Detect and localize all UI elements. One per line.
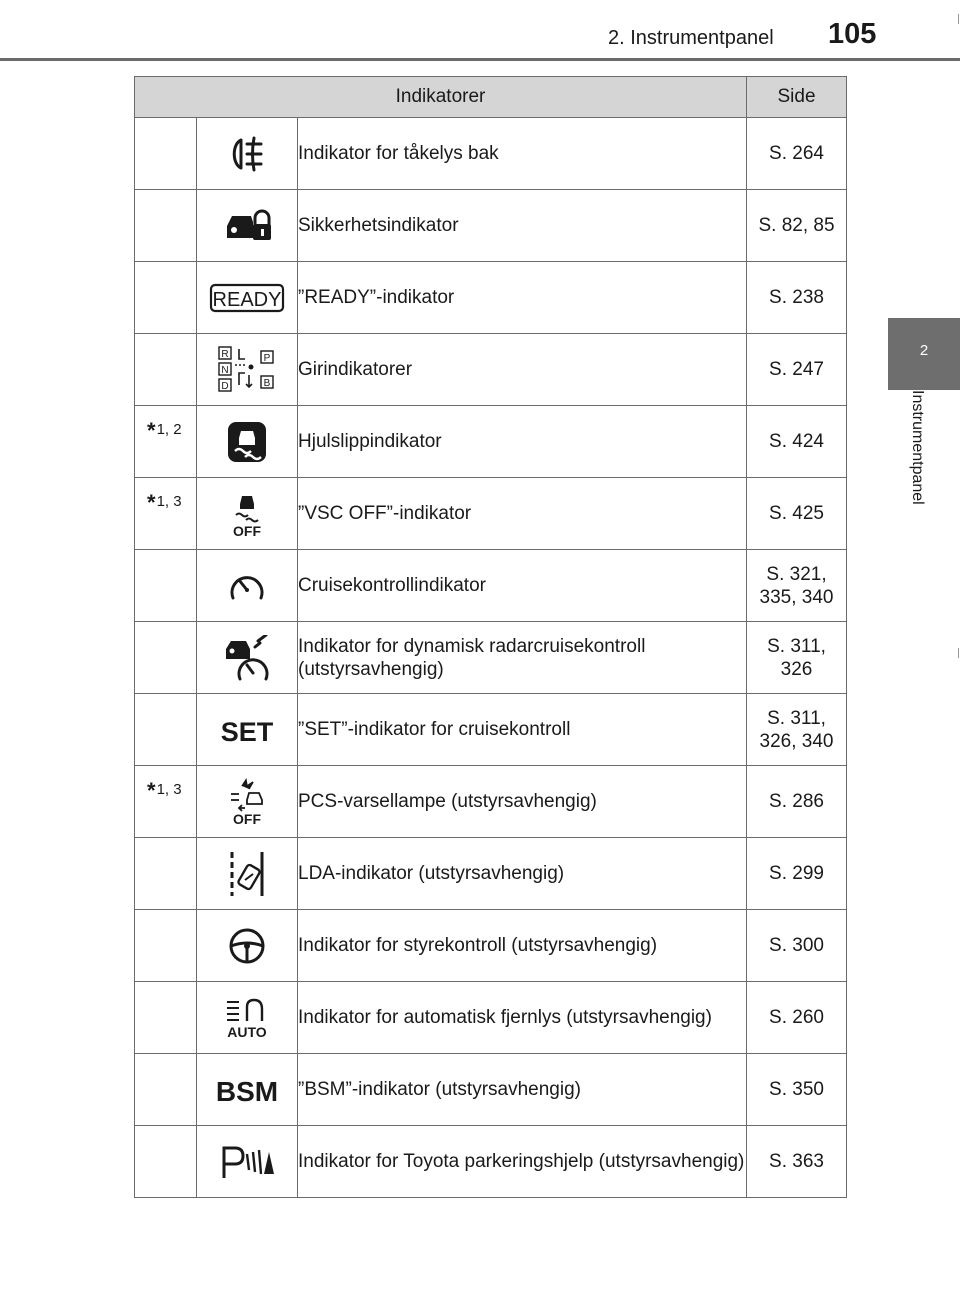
footnote-mark-cell xyxy=(135,622,197,694)
indicator-description: Indikator for automatisk fjernlys (utstyrsavhengig) xyxy=(298,982,747,1054)
table-row xyxy=(135,838,847,910)
footnote-mark-cell xyxy=(135,1054,197,1126)
table-row xyxy=(135,982,847,1054)
footnote-mark xyxy=(147,490,182,516)
pcs-warning-icon xyxy=(197,766,298,838)
footnote-mark xyxy=(147,778,182,804)
table-row xyxy=(135,550,847,622)
footnote-mark xyxy=(147,418,182,444)
crop-mark xyxy=(958,648,959,658)
table-row xyxy=(135,262,847,334)
column-header-indicators: Indikatorer xyxy=(135,77,747,118)
indicator-description: Sikkerhetsindikator xyxy=(298,190,747,262)
page-reference: S. 247 xyxy=(747,334,847,406)
table-row xyxy=(135,406,847,478)
indicator-description: ”VSC OFF”-indikator xyxy=(298,478,747,550)
indicator-description: LDA-indikator (utstyrsavhengig) xyxy=(298,838,747,910)
indicator-description: Cruisekontrollindikator xyxy=(298,550,747,622)
bsm-icon xyxy=(197,1054,298,1126)
svg-text:AUTO: AUTO xyxy=(227,1023,267,1039)
shift-position-icon xyxy=(197,334,298,406)
asterisk-icon: * xyxy=(147,490,156,515)
vsc-off-icon xyxy=(197,478,298,550)
page-reference: S. 350 xyxy=(747,1054,847,1126)
security-car-lock-icon xyxy=(197,190,298,262)
footnote-mark-cell xyxy=(135,334,197,406)
svg-text:READY: READY xyxy=(212,288,282,311)
asterisk-icon: * xyxy=(147,418,156,443)
table-row xyxy=(135,334,847,406)
indicator-description: ”SET”-indikator for cruisekontroll xyxy=(298,694,747,766)
set-icon xyxy=(197,694,298,766)
indicator-description: Indikator for dynamisk radarcruisekontroll (utstyrsavhengig) xyxy=(298,622,747,694)
footnote-mark-cell xyxy=(135,478,197,550)
chapter-number: 2 xyxy=(919,342,929,359)
table-row xyxy=(135,118,847,190)
ready-icon xyxy=(197,262,298,334)
svg-text:N: N xyxy=(221,364,229,376)
footnote-numbers: 1, 3 xyxy=(156,781,182,798)
table-header-row xyxy=(135,77,847,118)
footnote-mark-cell xyxy=(135,766,197,838)
indicator-description: Indikator for tåkelys bak xyxy=(298,118,747,190)
footnote-mark-cell xyxy=(135,838,197,910)
crop-mark xyxy=(958,14,959,24)
table-row xyxy=(135,766,847,838)
rear-fog-light-icon xyxy=(197,118,298,190)
footnote-mark-cell xyxy=(135,982,197,1054)
footnote-mark-cell xyxy=(135,550,197,622)
page-reference: S. 82, 85 xyxy=(747,190,847,262)
table-row xyxy=(135,910,847,982)
table-row xyxy=(135,622,847,694)
svg-text:P: P xyxy=(263,352,271,364)
chapter-label-text: Instrumentpanel xyxy=(909,390,926,505)
page-reference: S. 363 xyxy=(747,1126,847,1198)
indicator-description: Indikator for Toyota parkeringshjelp (utstyrsavhengig) xyxy=(298,1126,747,1198)
footnote-mark-cell xyxy=(135,694,197,766)
table-row xyxy=(135,1054,847,1126)
footnote-mark-cell xyxy=(135,1126,197,1198)
page-number: 105 xyxy=(828,18,877,50)
footnote-numbers: 1, 2 xyxy=(156,421,182,438)
page-reference: S. 424 xyxy=(747,406,847,478)
indicator-description: ”READY”-indikator xyxy=(298,262,747,334)
footnote-mark-cell xyxy=(135,910,197,982)
chapter-tab xyxy=(888,318,960,390)
radar-cruise-control-icon xyxy=(197,622,298,694)
table-row xyxy=(135,478,847,550)
steering-wheel-icon xyxy=(197,910,298,982)
indicator-description: Girindikatorer xyxy=(298,334,747,406)
auto-high-beam-icon xyxy=(197,982,298,1054)
svg-text:R: R xyxy=(221,348,229,360)
slip-indicator-icon xyxy=(197,406,298,478)
svg-text:OFF: OFF xyxy=(233,810,261,826)
table-row xyxy=(135,1126,847,1198)
page-reference: S. 321, 335, 340 xyxy=(747,550,847,622)
page-reference: S. 286 xyxy=(747,766,847,838)
section-title: 2. Instrumentpanel xyxy=(608,27,774,49)
chapter-label xyxy=(906,390,932,560)
cruise-control-icon xyxy=(197,550,298,622)
table-row xyxy=(135,694,847,766)
svg-text:D: D xyxy=(221,380,229,392)
page-reference: S. 264 xyxy=(747,118,847,190)
svg-text:BSM: BSM xyxy=(215,1075,279,1105)
indicator-description: Indikator for styrekontroll (utstyrsavhengig) xyxy=(298,910,747,982)
page-reference: S. 299 xyxy=(747,838,847,910)
page-reference: S. 238 xyxy=(747,262,847,334)
footnote-mark-cell xyxy=(135,190,197,262)
footnote-mark-cell xyxy=(135,262,197,334)
svg-text:OFF: OFF xyxy=(233,522,261,538)
footnote-mark-cell xyxy=(135,118,197,190)
svg-text:SET: SET xyxy=(220,716,274,745)
page-reference: S. 260 xyxy=(747,982,847,1054)
page-reference: S. 300 xyxy=(747,910,847,982)
indicator-description: ”BSM”-indikator (utstyrsavhengig) xyxy=(298,1054,747,1126)
lda-lane-icon xyxy=(197,838,298,910)
page-reference: S. 311, 326, 340 xyxy=(747,694,847,766)
page-reference: S. 311, 326 xyxy=(747,622,847,694)
column-header-page: Side xyxy=(747,77,847,118)
footnote-mark-cell xyxy=(135,406,197,478)
indicator-table xyxy=(134,76,847,1198)
header-divider xyxy=(0,58,960,61)
indicator-description: Hjulslippindikator xyxy=(298,406,747,478)
table-row xyxy=(135,190,847,262)
parking-assist-icon xyxy=(197,1126,298,1198)
page-reference: S. 425 xyxy=(747,478,847,550)
asterisk-icon: * xyxy=(147,778,156,803)
svg-text:B: B xyxy=(263,377,271,389)
indicator-description: PCS-varsellampe (utstyrsavhengig) xyxy=(298,766,747,838)
footnote-numbers: 1, 3 xyxy=(156,493,182,510)
